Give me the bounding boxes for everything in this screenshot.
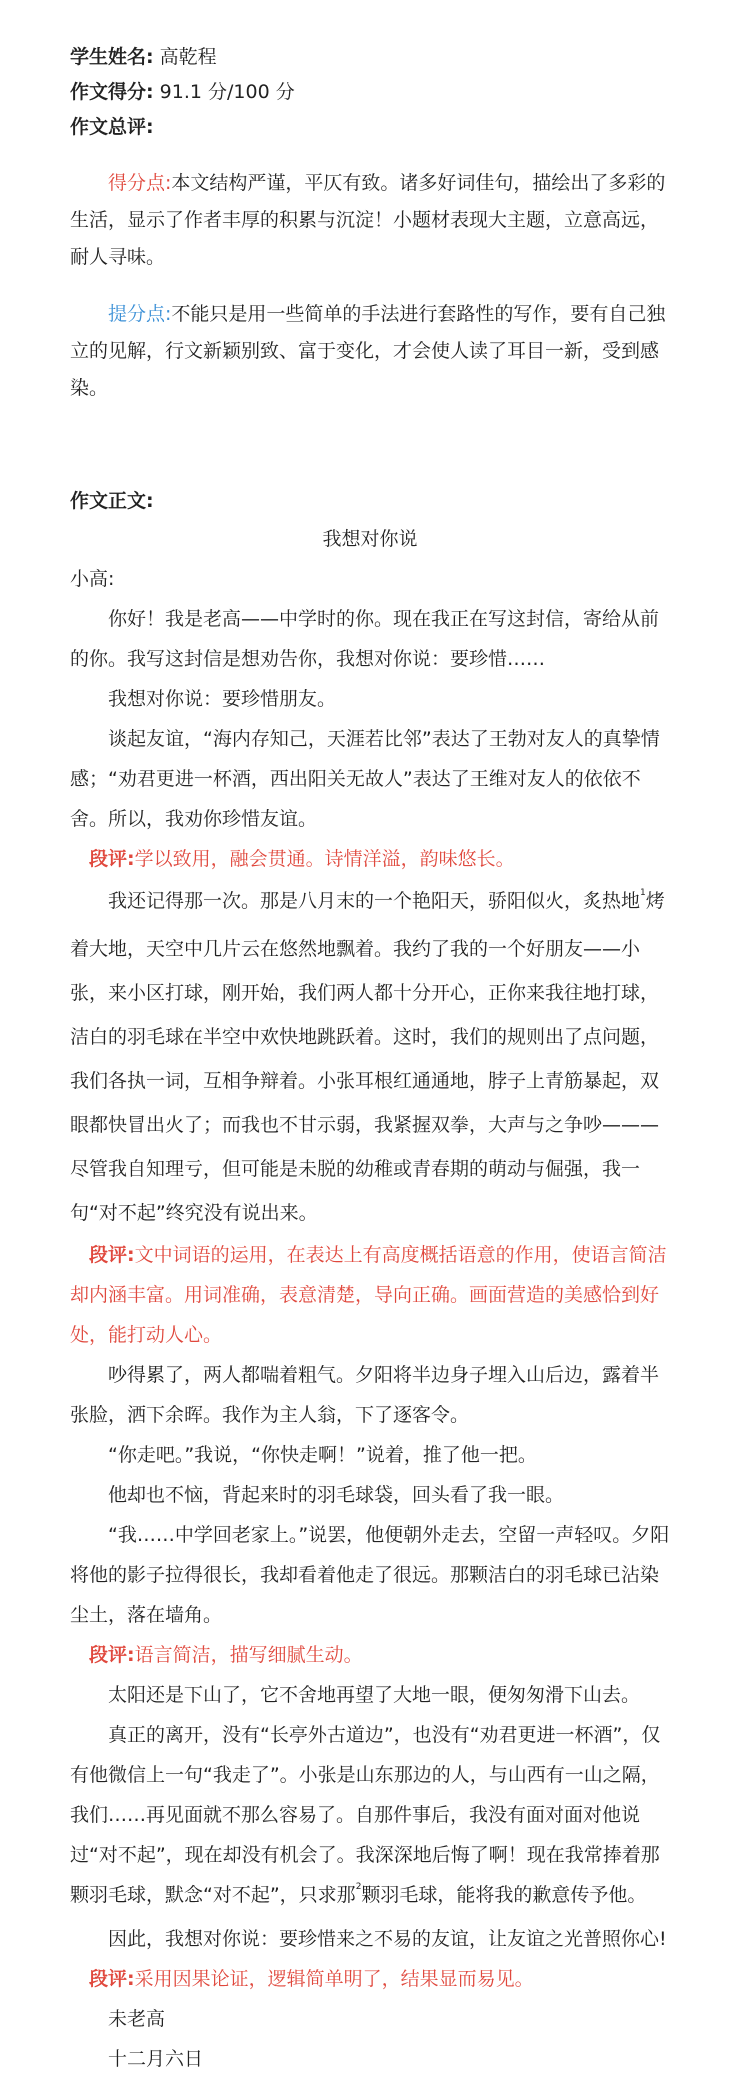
paragraph-comment-4 xyxy=(70,1959,670,1999)
comment-text: 文中词语的运用，在表达上有高度概括语意的作用，使语言简洁却内涵丰富。用词准确，表意清楚，导向正确。画面营造的美感恰到好处，能打动人心。 xyxy=(70,1244,667,1346)
paragraph-4-rest: 烤着大地，天空中几片云在悠然地飘着。我约了我的一个好朋友——小张，来小区打球，刚开始，我们两人都十分开心，正你来我往地打球，洁白的羽毛球在半空中欢快地跳跃着。这时，我们的规则出了点问题，我们各执一词，互相争辩着。小张耳根红通通地，脖子上青筋暴起，双眼都快冒出火了；而我也不甘示弱，我紧握双拳，大声与之争吵———尽管我自知理亏，但可能是未脱的幼稚或青春期的萌动与倔强，我一句“对不起”终究没有说出来。 xyxy=(70,890,665,1224)
essay-paragraph-8: “我……中学回老家上。”说罢，他便朝外走去，空留一声轻叹。夕阳将他的影子拉得很长，我却看着他走了很远。那颗洁白的羽毛球已沾染尘土，落在墙角。 xyxy=(70,1524,670,1626)
paragraph-comment-3 xyxy=(70,1635,670,1675)
footnote-mark-2: 2 xyxy=(355,1882,362,1892)
document-page xyxy=(70,40,670,2079)
essay-title: 我想对你说 xyxy=(322,528,418,550)
essay-section-heading: 作文正文: xyxy=(70,490,154,512)
essay-paragraph-3: 谈起友谊，“海内存知己，天涯若比邻”表达了王勃对友人的真挚情感；“劝君更进一杯酒，西出阳关无故人”表达了王维对友人的依依不舍。所以，我劝你珍惜友谊。 xyxy=(70,728,660,830)
footnote-mark-1: 1 xyxy=(640,888,646,898)
essay-paragraph-10 xyxy=(70,1715,670,1919)
comment-tag: 段评: xyxy=(89,848,135,870)
merit-review xyxy=(70,165,670,276)
paragraph-comment-1 xyxy=(70,839,670,879)
comment-text: 语言简洁，描写细腻生动。 xyxy=(134,1644,363,1666)
paragraph-4-first-line: 我还记得那一次。那是八月末的一个艳阳天，骄阳似火，炙热地 xyxy=(108,890,641,912)
merit-tag: 得分点: xyxy=(108,172,172,194)
score-label: 作文得分: xyxy=(70,81,154,103)
comment-tag: 段评: xyxy=(89,1644,135,1666)
essay-paragraph-6: “你走吧。”我说，“你快走啊！”说着，推了他一把。 xyxy=(108,1444,537,1466)
student-name-value: 高乾程 xyxy=(159,46,217,68)
paragraph-10-first: 真正的离开，没有“长亭外古道边”，也没有“劝君更进一杯酒”，仅有他微信上一句“我走了”。小张是山东那边的人，与山西有一山之隔，我们……再见面就不那么容易了。自那件事后，我没有面对面对他说过“对不起”，现在却没有机会了。我深深地后悔了啊！现在我常捧着那颗羽毛球，默念“对不起”，只求那 xyxy=(70,1724,661,1906)
salutation: 小高: xyxy=(70,568,115,590)
essay-paragraph-4 xyxy=(70,879,670,1235)
comment-text: 学以致用，融会贯通。诗情洋溢，韵味悠长。 xyxy=(134,848,515,870)
student-name-line xyxy=(70,40,670,75)
essay-paragraph-11: 因此，我想对你说：要珍惜来之不易的友谊，让友谊之光普照你心! xyxy=(108,1928,667,1950)
essay-paragraph-5: 吵得累了，两人都喘着粗气。夕阳将半边身子埋入山后边，露着半张脸，洒下余晖。我作为主人翁，下了逐客令。 xyxy=(70,1364,660,1426)
comment-tag: 段评: xyxy=(89,1244,135,1266)
signature: 未老高 xyxy=(108,2008,166,2030)
essay-paragraph-1: 你好！我是老高——中学时的你。现在我正在写这封信，寄给从前的你。我写这封信是想劝告你，我想对你说：要珍惜…… xyxy=(70,608,660,670)
review-label: 作文总评: xyxy=(70,116,154,138)
letter-date: 十二月六日 xyxy=(108,2048,204,2070)
improve-review xyxy=(70,296,670,407)
comment-text: 采用因果论证，逻辑简单明了，结果显而易见。 xyxy=(134,1968,534,1990)
essay-paragraph-9: 太阳还是下山了，它不舍地再望了大地一眼，便匆匆滑下山去。 xyxy=(108,1684,641,1706)
improve-tag: 提分点: xyxy=(108,303,172,325)
student-name-label: 学生姓名: xyxy=(70,46,154,68)
paragraph-comment-2 xyxy=(70,1235,670,1355)
paragraph-10-rest: 颗羽毛球，能将我的歉意传予他。 xyxy=(361,1884,647,1906)
score-line xyxy=(70,75,670,110)
merit-text: 本文结构严谨，平仄有致。诸多好词佳句，描绘出了多彩的生活，显示了作者丰厚的积累与沉淀！小题材表现大主题，立意高远，耐人寻味。 xyxy=(70,172,666,268)
essay-paragraph-2: 我想对你说：要珍惜朋友。 xyxy=(108,688,337,710)
comment-tag: 段评: xyxy=(89,1968,135,1990)
review-heading xyxy=(70,110,670,145)
essay-paragraph-7: 他却也不恼，背起来时的羽毛球袋，回头看了我一眼。 xyxy=(108,1484,565,1506)
score-value: 91.1 分/100 分 xyxy=(159,81,295,103)
improve-text: 不能只是用一些简单的手法进行套路性的写作，要有自己独立的见解，行文新颖别致、富于变化，才会使人读了耳目一新，受到感染。 xyxy=(70,303,666,399)
